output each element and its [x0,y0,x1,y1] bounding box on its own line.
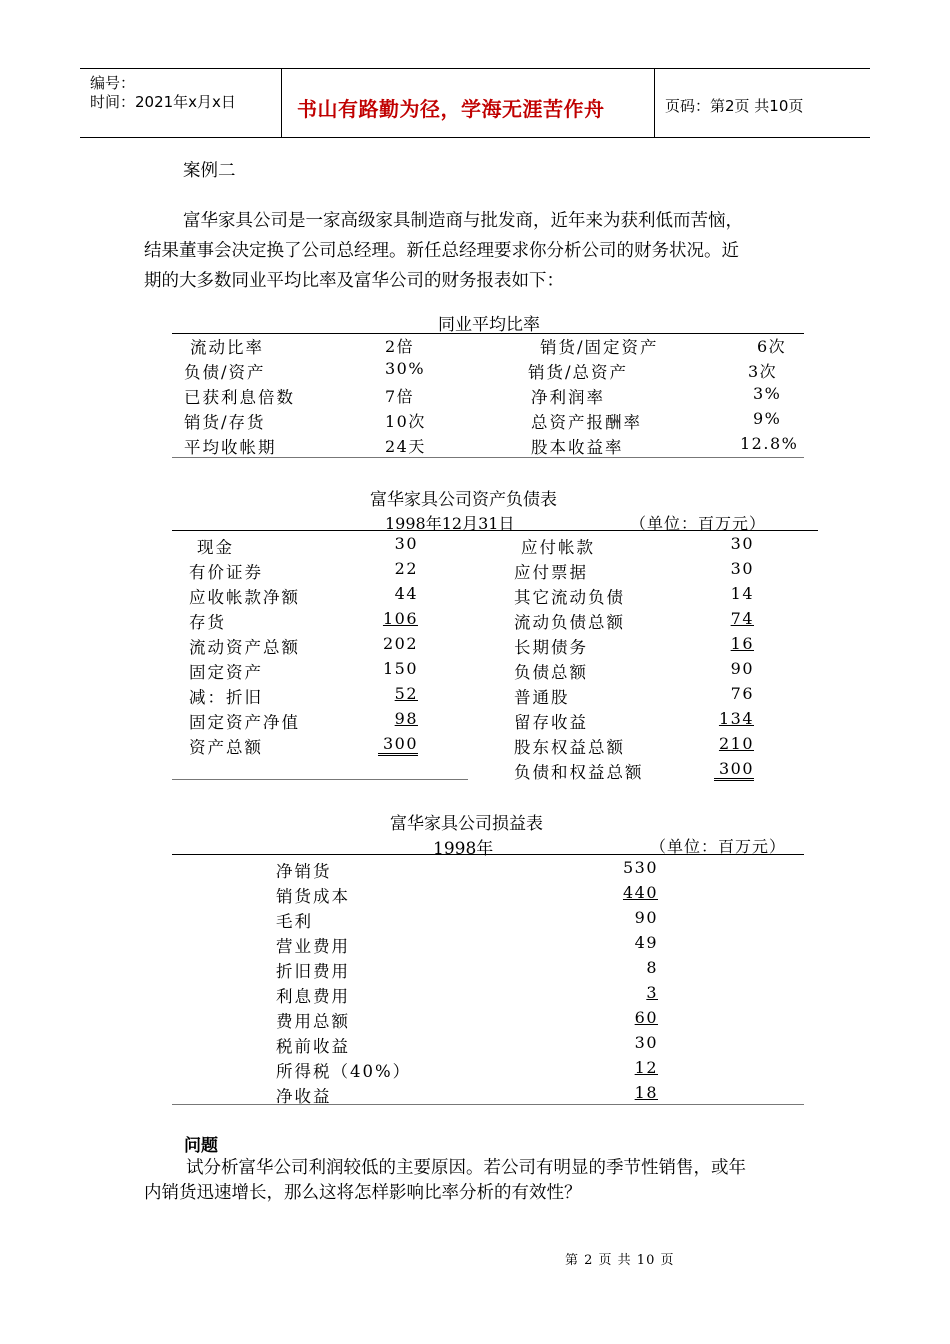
income-label: 净销货 [276,862,332,881]
ratio-label: 股本收益率 [531,438,624,457]
ratio-value: 6次 [757,337,787,356]
ratio-label: 销货/存货 [184,413,266,432]
liability-value: 30 [730,559,754,578]
income-label: 利息费用 [276,987,350,1006]
asset-label: 固定资产 [189,663,263,682]
income-value: 90 [634,908,658,927]
header-table [80,68,870,138]
ratio-value: 24天 [385,437,426,456]
income-label: 折旧费用 [276,962,350,981]
ratios-title: 同业平均比率 [438,315,540,335]
ratio-label: 销货/总资产 [528,363,629,382]
ratio-value: 3次 [748,362,778,381]
asset-value: 52 [394,684,418,703]
asset-label: 减：折旧 [189,688,263,707]
motto: 书山有路勤为径，学海无涯苦作舟 [297,97,605,121]
balance-title: 富华家具公司资产负债表 [370,490,557,510]
table-rule [172,1104,804,1105]
asset-value: 22 [394,559,418,578]
ratio-value: 3% [753,384,782,403]
liability-label: 股东权益总额 [514,738,625,757]
asset-value: 98 [394,709,418,728]
case-title: 案例二 [183,161,236,181]
balance-date: 1998年12月31日 [385,514,515,533]
liability-label: 应付帐款 [521,538,595,557]
income-label: 所得税（40%） [276,1062,412,1081]
liability-value: 14 [730,584,754,603]
ratio-label: 流动比率 [190,338,264,357]
income-value: 440 [622,883,658,902]
income-value: 60 [634,1008,658,1027]
liability-value: 74 [730,609,754,628]
ratio-value: 7倍 [385,387,415,406]
asset-label: 固定资产净值 [189,713,300,732]
ratio-label: 总资产报酬率 [531,413,642,432]
table-rule [172,457,804,458]
table-rule [172,333,804,334]
liability-value: 76 [730,684,754,703]
liability-label: 负债总额 [514,663,588,682]
ratio-value: 10次 [385,412,426,431]
income-value: 8 [646,958,658,977]
income-title: 富华家具公司损益表 [390,814,543,834]
liability-value: 210 [718,734,754,753]
asset-value: 106 [382,609,418,628]
date-line: 时间：2021年x月x日 [90,93,236,111]
intro-line: 富华家具公司是一家高级家具制造商与批发商，近年来为获利低而苦恼， [183,211,743,231]
liability-value: 16 [730,634,754,653]
liability-label: 留存收益 [514,713,588,732]
question-line: 内销货迅速增长，那么这将怎样影响比率分析的有效性？ [144,1183,582,1203]
income-year: 1998年 [433,839,494,859]
table-rule [172,854,804,855]
asset-label: 应收帐款净额 [189,588,300,607]
liability-label: 长期债务 [514,638,588,657]
question-title: 问题 [184,1136,218,1156]
ratio-value: 12.8% [740,434,799,453]
income-value: 3 [646,983,658,1002]
asset-value: 300 [378,734,418,756]
intro-line: 期的大多数同业平均比率及富华公司的财务报表如下： [144,271,564,291]
balance-unit: （单位：百万元） [630,514,767,533]
ratio-value: 9% [753,409,782,428]
income-value: 530 [622,858,658,877]
liability-value: 90 [730,659,754,678]
asset-label: 资产总额 [189,738,263,757]
income-label: 营业费用 [276,937,350,956]
income-value: 18 [634,1083,658,1102]
asset-value: 202 [382,634,418,653]
income-label: 净收益 [276,1087,332,1106]
page-footer: 第 2 页 共 10 页 [565,1253,675,1268]
income-label: 费用总额 [276,1012,350,1031]
income-label: 毛利 [276,912,313,931]
table-rule [172,779,468,780]
ratio-label: 平均收帐期 [184,438,277,457]
asset-label: 有价证券 [189,563,263,582]
income-value: 12 [634,1058,658,1077]
asset-value: 150 [382,659,418,678]
income-label: 销货成本 [276,887,350,906]
number-label: 编号： [90,74,136,92]
liability-value: 134 [718,709,754,728]
asset-value: 44 [394,584,418,603]
income-value: 30 [634,1033,658,1052]
liability-value: 30 [730,534,754,553]
liability-label: 流动负债总额 [514,613,625,632]
page-info: 页码：第2页 共10页 [665,97,804,115]
asset-value: 30 [394,534,418,553]
liability-label: 应付票据 [514,563,588,582]
asset-label: 存货 [189,613,226,632]
asset-label: 流动资产总额 [189,638,300,657]
ratio-label: 销货/固定资产 [540,338,659,357]
liability-label: 普通股 [514,688,570,707]
income-label: 税前收益 [276,1037,350,1056]
intro-line: 结果董事会决定换了公司总经理。新任总经理要求你分析公司的财务状况。近 [144,241,739,261]
ratio-value: 30% [385,359,426,378]
income-unit: （单位：百万元） [650,837,787,856]
header-divider [654,69,655,137]
table-rule [172,530,818,531]
ratio-label: 已获利息倍数 [184,388,295,407]
liability-label: 负债和权益总额 [514,763,644,782]
question-line: 试分析富华公司利润较低的主要原因。若公司有明显的季节性销售，或年 [186,1158,746,1178]
liability-value: 300 [714,759,754,781]
ratio-label: 净利润率 [531,388,605,407]
asset-label: 现金 [197,538,234,557]
ratio-label: 负债/资产 [184,363,266,382]
header-divider [281,69,282,137]
liability-label: 其它流动负债 [514,588,625,607]
income-value: 49 [634,933,658,952]
ratio-value: 2倍 [385,337,415,356]
